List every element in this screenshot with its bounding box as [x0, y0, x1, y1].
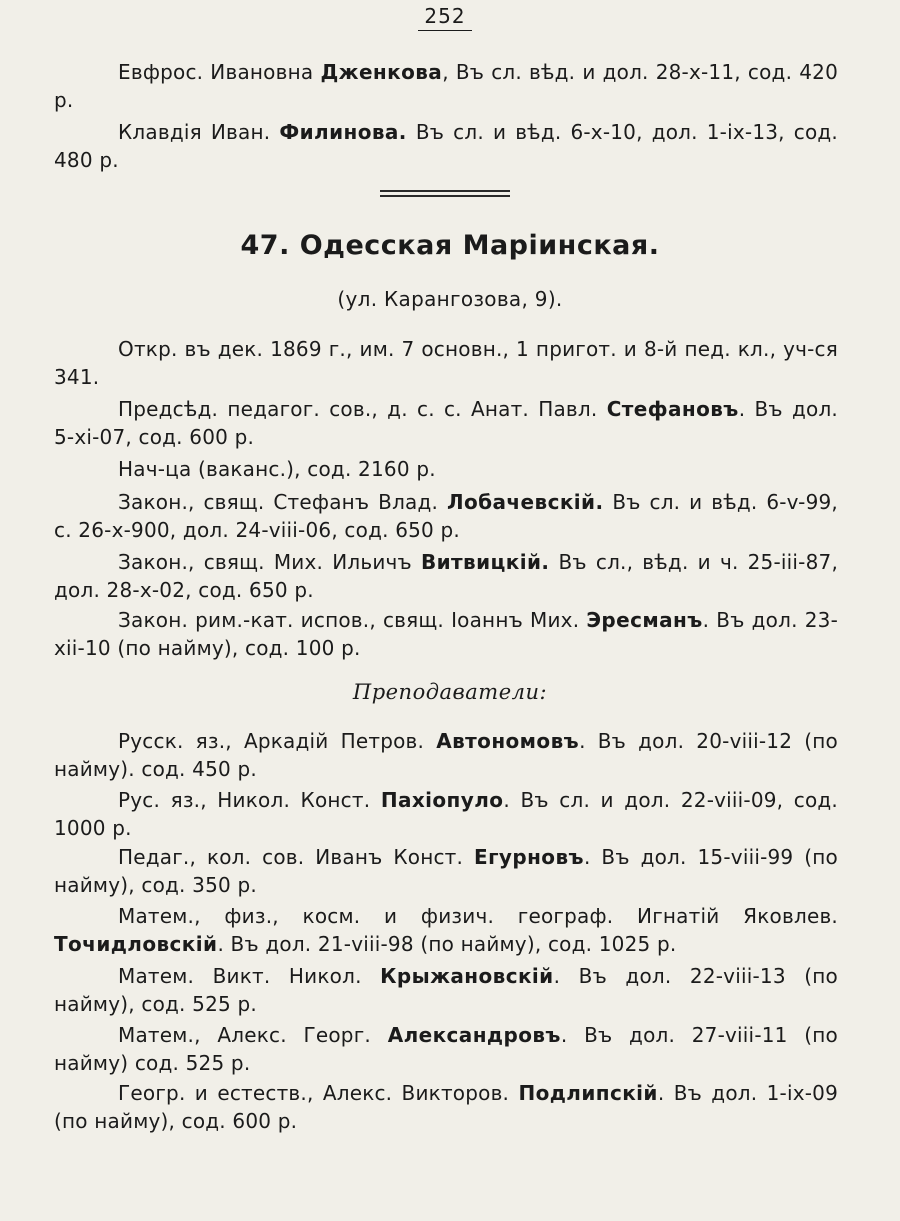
staff-entry-stefanov: Предсѣд. педагог. сов., д. с. с. Анат. Павл. Стефановъ. Въ дол. 5-хі-07, сод. 600 р.	[54, 397, 838, 449]
entry-dzhenkova: Евфрос. Ивановна Дженкова, Въ сл. вѣд. и дол. 28-х-11, сод. 420 р.	[54, 60, 839, 112]
page-number: 252	[0, 4, 900, 31]
surname: Стефановъ	[606, 397, 739, 421]
section-divider	[380, 190, 510, 198]
teacher-entry-aleksandrov: Матем., Алекс. Георг. Александровъ. Въ дол. 27-vііі-11 (по найму) сод. 525 р.	[54, 1023, 838, 1075]
surname: Витвицкій.	[421, 550, 550, 574]
surname: Дженкова	[320, 60, 443, 84]
staff-entry-eresman: Закон. рим.-кат. испов., свящ. Іоаннъ Мих. Эресманъ. Въ дол. 23-хіі-10 (по найму), сод. 100 р.	[54, 608, 838, 660]
surname: Автономовъ	[436, 729, 580, 753]
teacher-entry-pakhiopulo: Рус. яз., Никол. Конст. Пахіопуло. Въ сл. и дол. 22-vііі-09, сод. 1000 р.	[54, 788, 838, 840]
teacher-entry-podlipsky: Геогр. и естеств., Алекс. Викторов. Подлипскій. Въ дол. 1-іх-09 (по найму), сод. 600 р.	[54, 1081, 839, 1133]
staff-entry-vitvitsky: Закон., свящ. Мих. Ильичъ Витвицкій. Въ сл., вѣд. и ч. 25-ііі-87, дол. 28-х-02, сод. 650 р.	[54, 550, 838, 602]
surname: Подлипскій	[518, 1081, 658, 1105]
section-heading: 47. Одесская Маріинская.	[240, 230, 660, 261]
school-opening-info: Откр. въ дек. 1869 г., им. 7 основн., 1 пригот. и 8-й пед. кл., уч-ся 341.	[54, 337, 838, 389]
surname: Крыжановскій	[380, 964, 554, 988]
surname: Лобачевскій.	[447, 490, 604, 514]
school-address: (ул. Карангозова, 9).	[337, 287, 563, 311]
surname: Эресманъ	[586, 608, 703, 632]
entry-filinova: Клавдія Иван. Филинова. Въ сл. и вѣд. 6-х-10, дол. 1-іх-13, сод. 480 р.	[54, 120, 838, 172]
teacher-entry-kryzhanovsky: Матем. Викт. Никол. Крыжановскій. Въ дол. 22-vііі-13 (по найму), сод. 525 р.	[54, 964, 838, 1016]
teachers-heading: Преподаватели:	[352, 680, 548, 704]
surname: Пахіопуло	[380, 788, 504, 812]
surname: Филинова.	[279, 120, 407, 144]
surname: Точидловскій	[54, 932, 218, 956]
staff-entry-lobachevsky: Закон., свящ. Стефанъ Влад. Лобачевскій. Въ сл. и вѣд. 6-v-99, с. 26-х-900, дол. 24-vііі-06, сод. 650 р.	[54, 490, 838, 542]
teacher-entry-egurnov: Педаг., кол. сов. Иванъ Конст. Егурновъ. Въ дол. 15-vііі-99 (по найму), сод. 350 р.	[54, 845, 838, 897]
teacher-entry-avtonomov: Русск. яз., Аркадій Петров. Автономовъ. Въ дол. 20-vііі-12 (по найму). сод. 450 р.	[54, 729, 838, 781]
surname: Александровъ	[387, 1023, 561, 1047]
staff-entry-vacancy: Нач-ца (ваканс.), сод. 2160 р.	[118, 457, 436, 481]
surname: Егурновъ	[474, 845, 584, 869]
teacher-entry-tochidlovsky: Матем., физ., косм. и физич. географ. Игнатій Яковлев. Точидловскій. Въ дол. 21-vііі-98 (по найму), сод. 1025 р.	[54, 904, 838, 956]
